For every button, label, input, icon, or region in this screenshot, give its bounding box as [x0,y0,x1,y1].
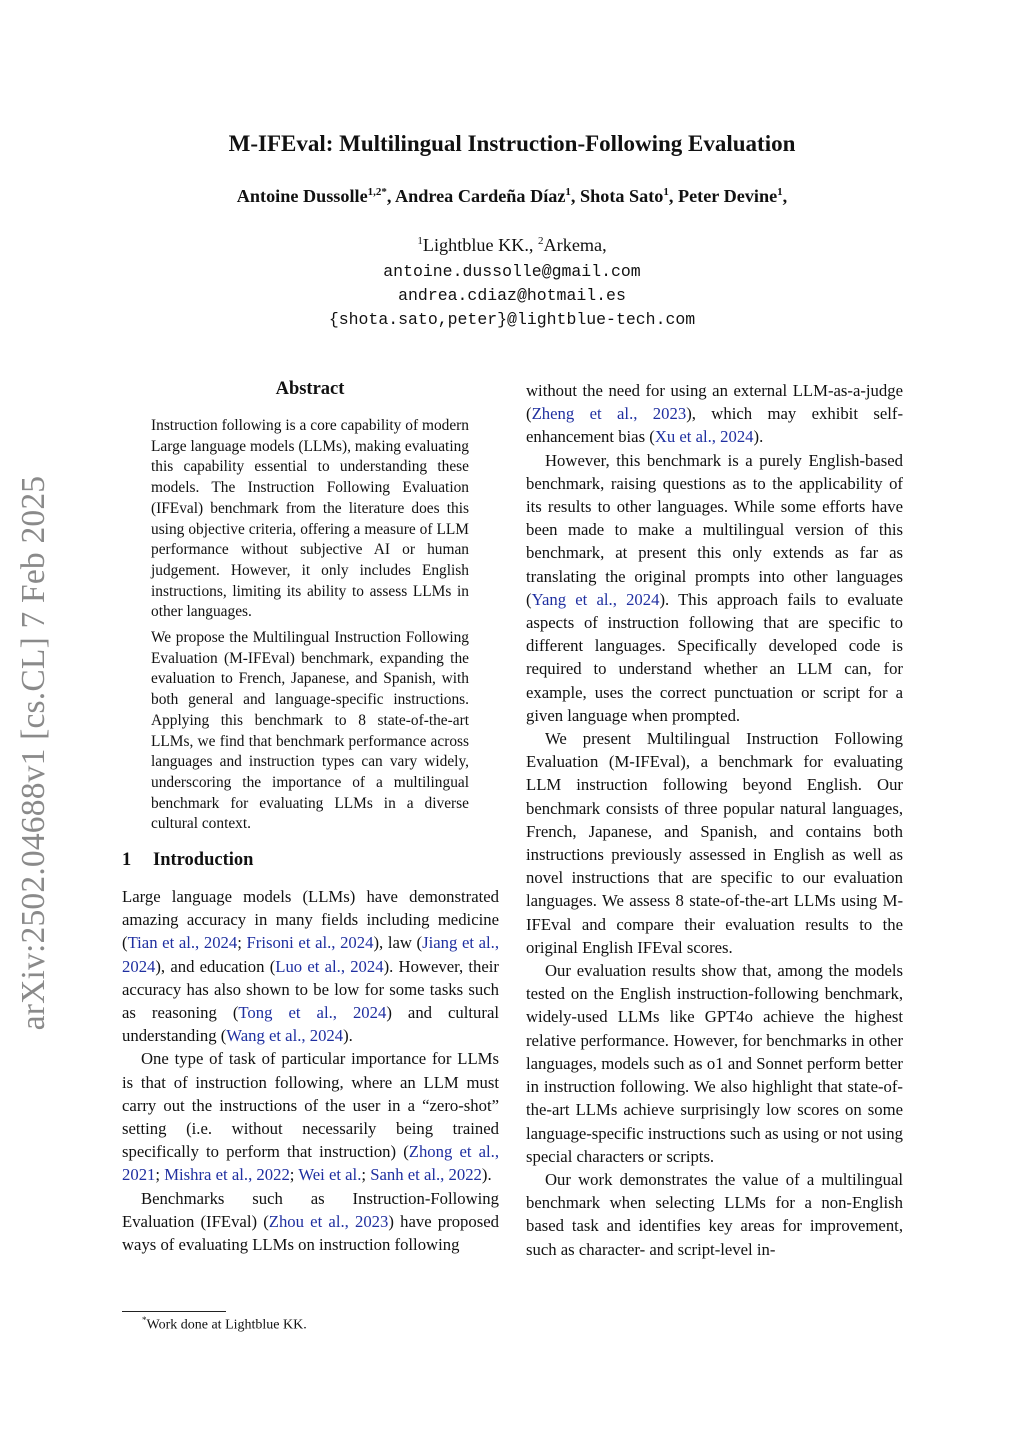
author-name: Shota Sato [580,186,664,207]
author-affiliation-marker: 1 [663,186,669,198]
footnote-divider [122,1311,226,1312]
email-3: {shota.sato,peter}@lightblue-tech.com [328,310,696,329]
section-number: 1 [122,850,132,870]
citation-link[interactable]: Wei et al. [298,1165,362,1185]
intro-paragraph-4: However, this benchmark is a purely English-based benchmark, raising questions as to the applicability of its results to other languages. While some efforts have been made to make a multilingual version of this benchmark, at present this only extends as far as translating the original prompts into other languages (Yang et al., 2024). This approach fails to evaluate aspects of instruction following that are specific to different languages. Specifically developed code is required to understand whether an LLM can, for example, uses the correct punctuation or script for a given language when prompted. [526,450,904,725]
citation-link[interactable]: Jiang et al., 2024 [122,933,499,976]
affiliations [0,235,1024,256]
right-column-body [526,379,903,1261]
arxiv-stamp [4,465,64,1040]
author-affiliation-marker: 1 [777,186,783,198]
intro-paragraph-3: Benchmarks such as Instruction-Following Evaluation (IFEval) (Zhou et al., 2023) have proposed ways of evaluating LLMs on instruction following [122,1188,499,1255]
section-heading-introduction [122,850,253,871]
author-name: Peter Devine [678,186,778,207]
abstract-paragraph-2: We propose the Multilingual Instruction Following Evaluation (M-IFEval) benchmark, expanding the evaluation to French, Japanese, and Spanish, with both general and language-specific instructions. Applying this benchmark to 8 state-of-the-art LLMs, we find that benchmark performance across languages and instruction types can vary widely, underscoring the importance of a multilingual benchmark for evaluating LLMs in a diverse cultural context. [151,629,469,833]
abstract-heading: Abstract [275,379,345,399]
author-list: Antoine Dussolle$^{1,2*}$, Andrea Cardeña Díaz$^1$, Shota Sato$^1$, Peter Devine$^1$, [236,186,788,207]
footnote-marker: * [142,1315,147,1325]
email-2: andrea.cdiaz@hotmail.es [398,286,626,305]
citation-link[interactable]: Tong et al., 2024 [238,1003,387,1023]
section-title: Introduction [153,850,254,870]
affiliation-1-marker: 1 [417,235,423,247]
abstract-paragraph-1: Instruction following is a core capability of modern Large language models (LLMs), making evaluating this capability essential to understanding these models. The Instruction Following Evaluation (IFEval) benchmark from the literature does this using objective criteria, offering a measure of LLM performance without subjective AI or human judgement. However, it only includes English instructions, limiting its ability to assess LLMs in other languages. [151,417,469,621]
footnote-text: Work done at Lightblue KK. [146,1317,307,1333]
affiliation-1: Lightblue KK., [422,235,534,256]
author-affiliation-marker: 1,2* [367,186,387,198]
arxiv-stamp-text: arXiv:2502.04688v1 [cs.CL] 7 Feb 2025 [15,475,52,1030]
left-column-body [122,885,499,1256]
citation-link[interactable]: Zhong et al., 2021 [122,1142,500,1185]
citation-link[interactable]: Xu et al., 2024 [654,427,754,447]
citation-link[interactable]: Tian et al., 2024 [127,933,238,953]
citation-link[interactable]: Zhou et al., 2023 [268,1211,389,1231]
affiliation-2-marker: 2 [538,235,544,247]
author-name: Andrea Cardeña Díaz [395,186,566,207]
citation-link[interactable]: Sanh et al., 2022 [370,1165,482,1185]
paper-title: M-IFEval: Multilingual Instruction-Following Evaluation [228,131,796,156]
citation-link[interactable]: Luo et al., 2024 [275,956,384,976]
intro-paragraph-7: Our work demonstrates the value of a multilingual benchmark when selecting LLMs for a non-English based task and identifies key areas for improvement, such as character- and script-level in- [526,1169,903,1259]
footnote [142,1315,307,1334]
intro-paragraph-1: Large language models (LLMs) have demonstrated amazing accuracy in many fields including medicine (Tian et al., 2024; Frisoni et al., 2024), law (Jiang et al., 2024), and education (Luo et al., 2024). However, their accuracy has also shown to be low for some tasks such as reasoning (Tong et al., 2024) and cultural understanding (Wang et al., 2024). [122,887,499,1046]
affiliation-2: Arkema, [543,235,607,256]
intro-paragraph-5: We present Multilingual Instruction Following Evaluation (M-IFEval), a benchmark for evaluating LLM instruction following beyond English. Our benchmark consists of three popular natural languages, French, Japanese, and Spanish, and contains both instructions previously assessed in English as well as novel instructions that are specific to our evaluation languages. We assess 8 state-of-the-art LLMs using M-IFEval and compare their evaluation results to the original English IFEval scores. [526,729,903,957]
email-1: antoine.dussolle@gmail.com [383,262,641,281]
citation-link[interactable]: Wang et al., 2024 [226,1026,344,1046]
author-affiliation-marker: 1 [565,186,571,198]
author-name: Antoine Dussolle [236,186,368,207]
citation-link[interactable]: Mishra et al., 2022 [164,1165,290,1185]
citation-link[interactable]: Zheng et al., 2023 [531,404,687,424]
intro-paragraph-2: One type of task of particular importance for LLMs is that of instruction following, where an LLM must carry out the instructions of the user in a “zero-shot” setting (i.e. without necessarily being trained specifically to perform that instruction) (Zhong et al., 2021; Mishra et al., 2022; Wei et al.; Sanh et al., 2022). [122,1049,500,1185]
citation-link[interactable]: Yang et al., 2024 [531,589,660,609]
intro-paragraph-3-cont: without the need for using an external LLM-as-a-judge (Zheng et al., 2023), which may exhibit self-enhancement bias (Xu et al., 2024). [526,381,903,447]
intro-paragraph-6: Our evaluation results show that, among the models tested on the English instruction-following benchmark, widely-used LLMs like GPT4o achieve the highest relative performance. However, for benchmarks in other languages, models such as o1 and Sonnet perform better in instruction following. We also highlight that state-of-the-art LLMs achieve surprisingly low scores on some language-specific instructions such as using or not using special characters or scripts. [526,961,903,1166]
citation-link[interactable]: Frisoni et al., 2024 [246,933,374,953]
